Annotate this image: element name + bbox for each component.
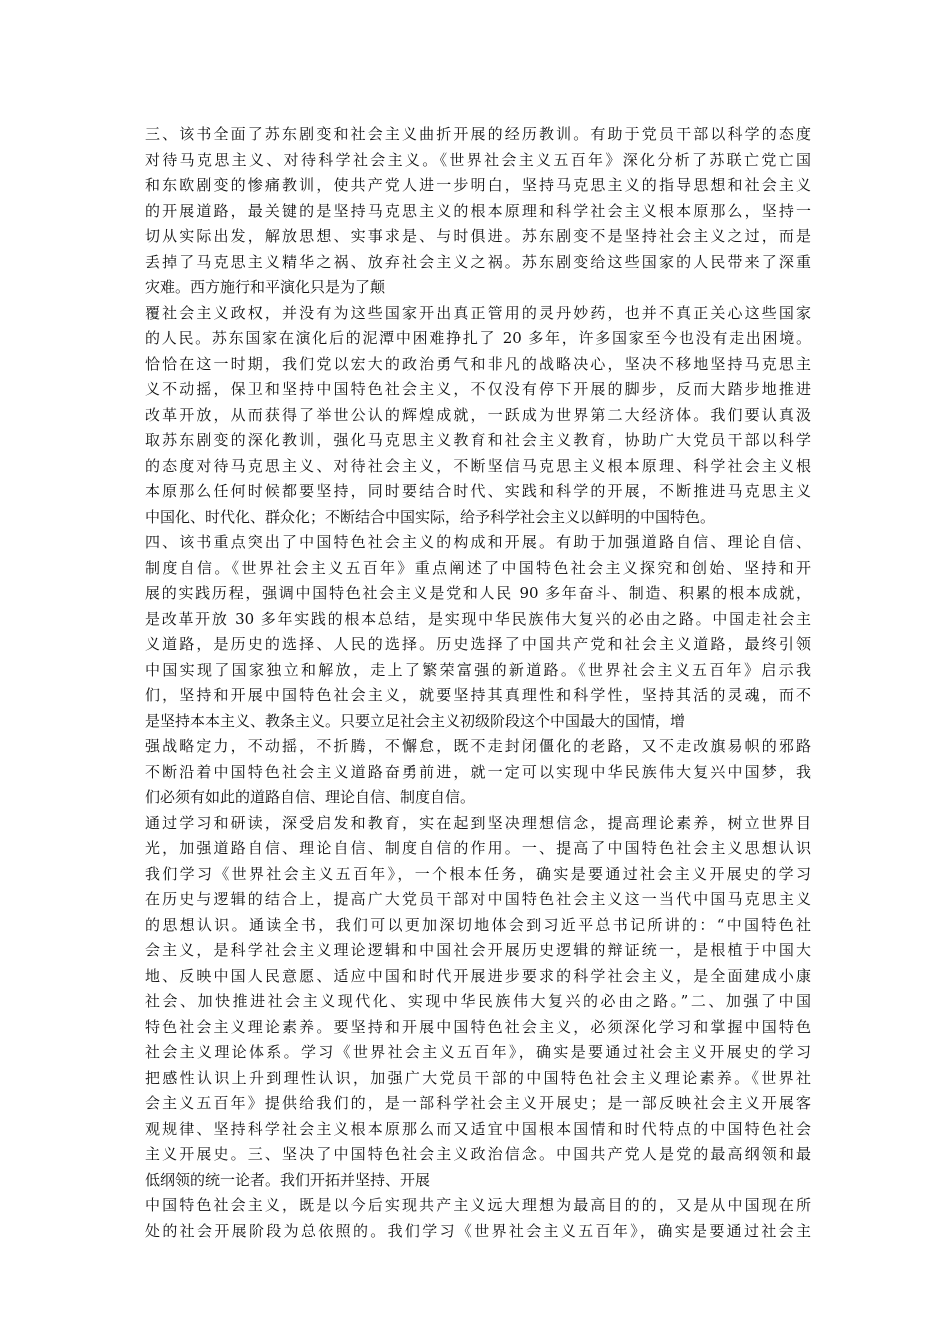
text-line: 切从实际出发，解放思想、实事求是、与时俱进。苏东剧变不是坚持社会主义之过，而是 [145,227,811,245]
body-text [145,122,811,1244]
text-line: 义道路，是历史的选择、人民的选择。历史选择了中国共产党和社会主义道路，最终引领 [145,635,811,653]
text-line: 中国化、时代化、群众化；不断结合中国实际，给予科学社会主义以鲜明的中国特色。 [145,507,716,526]
text-line: 光，加强道路自信、理论自信、制度自信的作用。一、提高了中国特色社会主义思想认识 [145,839,811,857]
text-line: 展的实践历程，强调中国特色社会主义是党和人民 90 多年奋斗、制造、积累的根本成就， [145,584,811,602]
text-line: 们，坚持和开展中国特色社会主义，就要坚持其真理性和科学性，坚持其活的灵魂，而不 [145,686,811,704]
text-line: 们必须有如此的道路自信、理论自信、制度自信。 [145,788,476,806]
text-line: 特色社会主义理论素养。要坚持和开展中国特色社会主义，必须深化学习和掌握中国特色 [145,1017,811,1036]
text-line: 灾难。西方施行和平演化只是为了颠 [145,278,386,296]
text-line: 观规律、坚持科学社会主义根本原那么而又适宜中国根本国情和时代特点的中国特色社会 [145,1119,811,1138]
text-line: 不断沿着中国特色社会主义道路奋勇前进，就一定可以实现中华民族伟大复兴中国梦，我 [145,762,811,781]
text-line: 主义开展史。三、坚决了中国特色社会主义政治信念。中国共产党人是党的最高纲领和最 [145,1145,811,1163]
text-line: 取苏东剧变的深化教训，强化马克思主义教育和社会主义教育，协助广大党员干部以科学 [145,431,811,449]
text-line: 的开展道路，最关键的是坚持马克思主义的根本原理和科学社会主义根本原那么，坚持一 [145,201,811,220]
text-line: 会主义，是科学社会主义理论逻辑和中国社会开展历史逻辑的辩证统一，是根植于中国大 [145,941,811,959]
text-line: 改革开放，从而获得了举世公认的辉煌成就，一跃成为世界第二大经济体。我们要认真汲 [145,405,811,424]
text-line: 处的社会开展阶段为总依照的。我们学习《世界社会主义五百年》，确实是要通过社会主 [145,1221,811,1240]
text-line: 是坚持本本主义、教条主义。只要立足社会主义初级阶段这个中国最大的国情，增 [145,711,686,730]
text-line: 四、该书重点突出了中国特色社会主义的构成和开展。有助于加强道路自信、理论自信、 [145,533,811,551]
text-line: 的态度对待马克思主义、对待社会主义，不断坚信马克思主义根本原理、科学社会主义根 [145,456,811,475]
text-line: 通过学习和研读，深受启发和教育，实在起到坚决理想信念，提高理论素养，树立世界目 [145,813,811,832]
text-line: 义不动摇，保卫和坚持中国特色社会主义，不仅没有停下开展的脚步，反而大踏步地推进 [145,380,811,398]
text-line: 的思想认识。通读全书，我们可以更加深切地体会到习近平总书记所讲的：“中国特色社 [145,915,811,934]
text-line: 是改革开放 30 多年实践的根本总结，是实现中华民族伟大复兴的必由之路。中国走社会主 [145,609,811,628]
text-line: 本原那么任何时候都要坚持，同时要结合时代、实践和科学的开展，不断推进马克思主义 [145,482,811,500]
text-line: 的人民。苏东国家在演化后的泥潭中困难挣扎了 20 多年，许多国家至今也没有走出困境。 [145,329,811,347]
text-line: 对待马克思主义、对待科学社会主义。《世界社会主义五百年》深化分析了苏联亡党亡国 [145,150,811,169]
text-line: 覆社会主义政权，并没有为这些国家开出真正管用的灵丹妙药，也并不真正关心这些国家 [145,303,811,322]
text-line: 社会、加快推进社会主义现代化、实现中华民族伟大复兴的必由之路。”二、加强了中国 [145,992,811,1010]
text-line: 三、该书全面了苏东剧变和社会主义曲折开展的经历教训。有助于党员干部以科学的态度 [145,125,811,143]
text-line: 丢掉了马克思主义精华之祸、放弃社会主义之祸。苏东剧变给这些国家的人民带来了深重 [145,252,811,271]
text-line: 我们学习《世界社会主义五百年》，一个根本任务，确实是要通过社会主义开展史的学习 [145,864,811,883]
text-line: 地、反映中国人民意愿、适应中国和时代开展进步要求的科学社会主义，是全面建成小康 [145,966,811,985]
text-line: 在历史与逻辑的结合上，提高广大党员干部对中国特色社会主义这一当代中国马克思主义 [145,890,811,908]
text-line: 社会主义理论体系。学习《世界社会主义五百年》，确实是要通过社会主义开展史的学习 [145,1043,811,1061]
text-line: 强战略定力，不动摇，不折腾，不懈怠，既不走封闭僵化的老路，又不走改旗易帜的邪路 [145,737,811,755]
text-line: 中国特色社会主义，既是以今后实现共产主义远大理想为最高目的的，又是从中国现在所 [145,1196,811,1214]
text-line: 恰恰在这一时期，我们党以宏大的政治勇气和非凡的战略决心，坚决不移地坚持马克思主 [145,354,811,373]
text-line: 和东欧剧变的惨痛教训，使共产党人进一步明白，坚持马克思主义的指导思想和社会主义 [145,176,811,194]
text-line: 低纲领的统一论者。我们开拓并坚持、开展 [145,1170,431,1189]
text-line: 会主义五百年》提供给我们的，是一部科学社会主义开展史；是一部反映社会主义开展客 [145,1094,811,1112]
text-line: 制度自信。《世界社会主义五百年》重点阐述了中国特色社会主义探究和创始、坚持和开 [145,558,811,577]
text-line: 把感性认识上升到理性认识，加强广大党员干部的中国特色社会主义理论素养。《世界社 [145,1068,811,1087]
text-line: 中国实现了国家独立和解放，走上了繁荣富强的新道路。《世界社会主义五百年》启示我 [145,660,811,679]
